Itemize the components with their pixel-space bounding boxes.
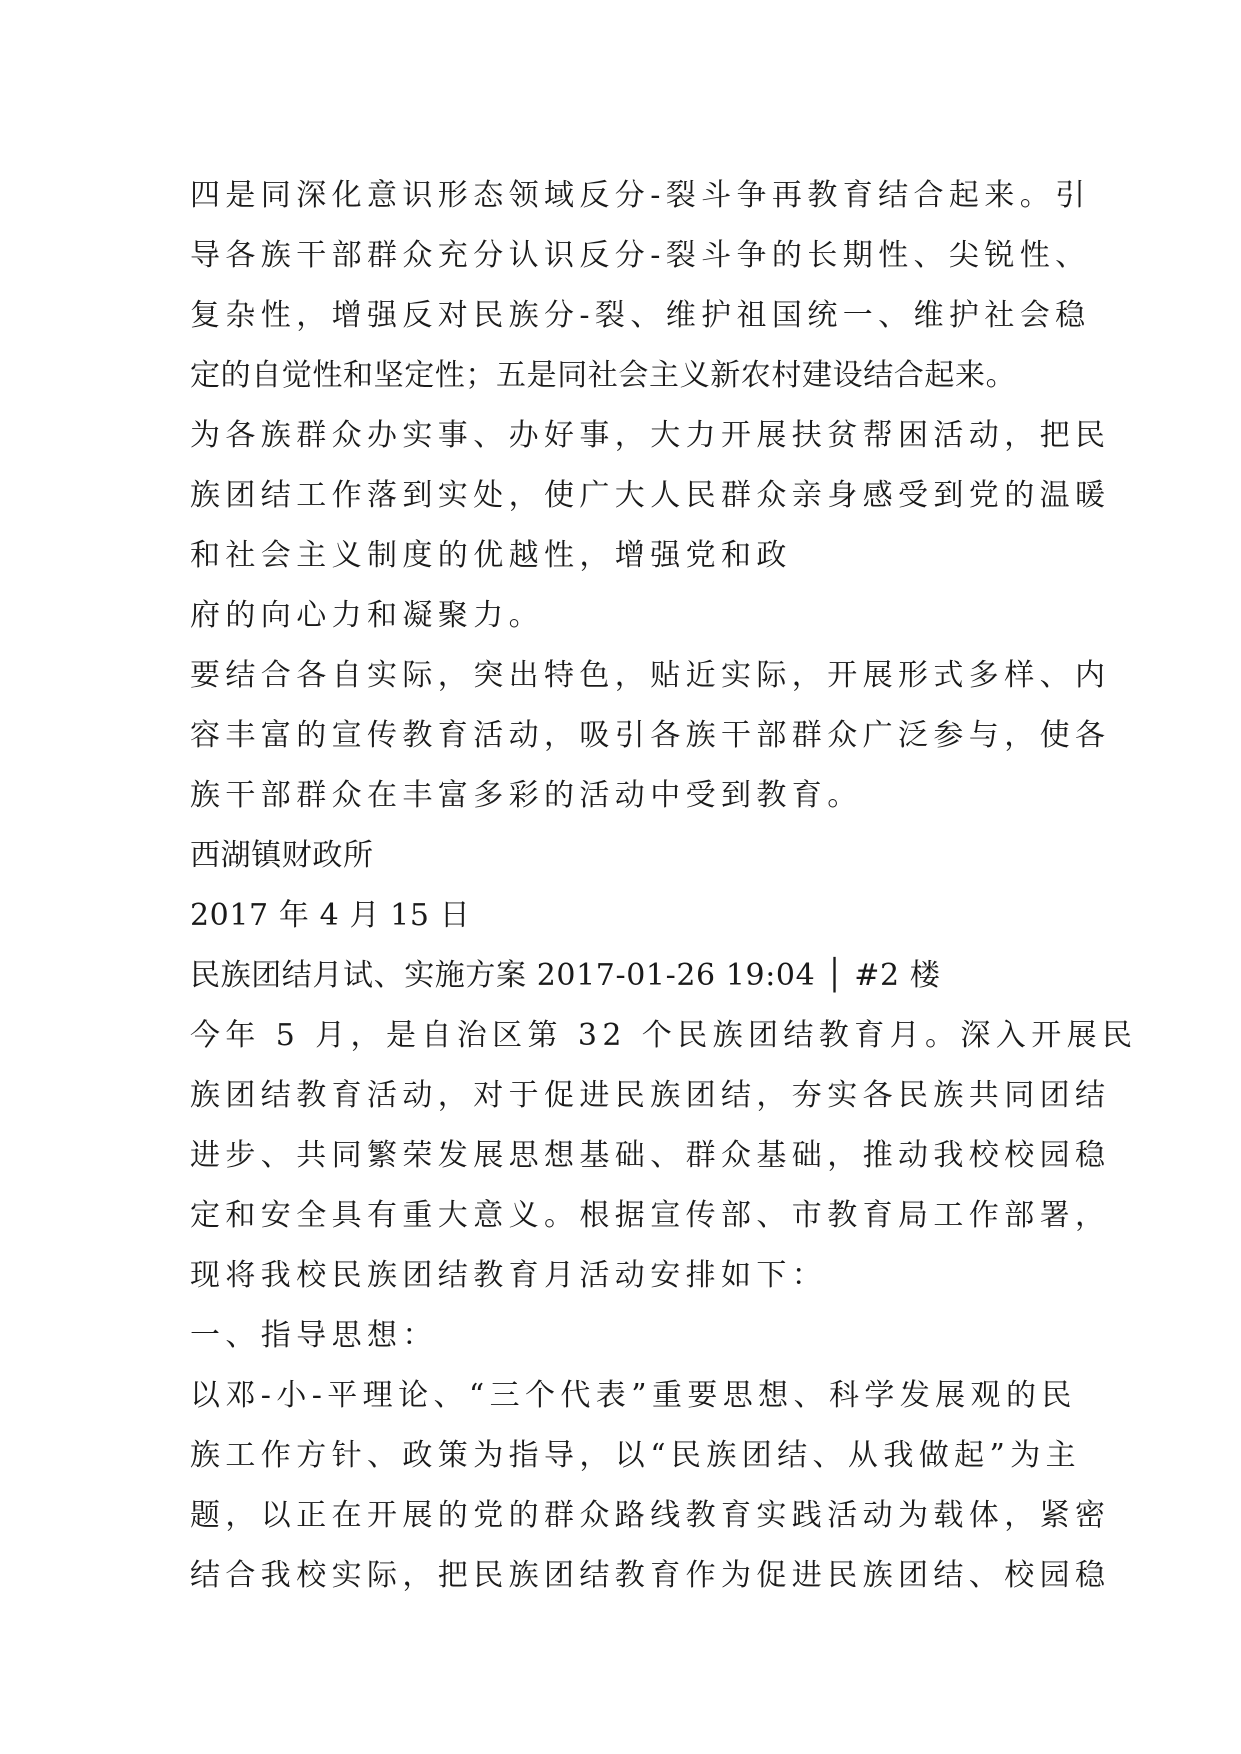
- paragraph-line: 定和安全具有重大意义。根据宣传部、市教育局工作部署，: [190, 1198, 1111, 1233]
- paragraph-line: 定的自觉性和坚定性；五是同社会主义新农村建设结合起来。: [190, 358, 1017, 393]
- paragraph-line: 族工作方针、政策为指导，以“民族团结、从我做起”为主: [190, 1438, 1082, 1473]
- paragraph-line: 以邓-小-平理论、“三个代表”重要思想、科学发展观的民: [190, 1378, 1077, 1413]
- paragraph-line: 今年 5 月，是自治区第 32 个民族团结教育月。深入开展民: [190, 1018, 1138, 1053]
- paragraph-line: 府的向心力和凝聚力。: [190, 598, 544, 633]
- signature-organization: 西湖镇财政所: [190, 838, 374, 873]
- document-body: [190, 166, 1138, 1606]
- paragraph-line: 要结合各自实际，突出特色，贴近实际，开展形式多样、内: [190, 658, 1111, 693]
- paragraph-line: 导各族干部群众充分认识反分-裂斗争的长期性、尖锐性、: [190, 238, 1091, 273]
- paragraph-line: 为各族群众办实事、办好事，大力开展扶贫帮困活动，把民: [190, 418, 1111, 453]
- paragraph-line: 四是同深化意识形态领域反分-裂斗争再教育结合起来。引: [190, 178, 1091, 213]
- signature-date: 2017 年 4 月 15 日: [190, 898, 471, 933]
- paragraph-line: 复杂性，增强反对民族分-裂、维护祖国统一、维护社会稳: [190, 298, 1091, 333]
- paragraph-line: 族团结教育活动，对于促进民族团结，夯实各民族共同团结: [190, 1078, 1111, 1113]
- paragraph-line: 结合我校实际，把民族团结教育作为促进民族团结、校园稳: [190, 1558, 1111, 1593]
- post-header: 民族团结月试、实施方案 2017-01-26 19:04 │ #2 楼: [190, 958, 941, 993]
- paragraph-line: 进步、共同繁荣发展思想基础、群众基础，推动我校校园稳: [190, 1138, 1111, 1173]
- paragraph-line: 族干部群众在丰富多彩的活动中受到教育。: [190, 778, 863, 813]
- paragraph-line: 和社会主义制度的优越性，增强党和政: [190, 538, 792, 573]
- paragraph-line: 族团结工作落到实处，使广大人民群众亲身感受到党的温暖: [190, 478, 1111, 513]
- paragraph-line: 现将我校民族团结教育月活动安排如下：: [190, 1258, 828, 1293]
- paragraph-line: 题，以正在开展的党的群众路线教育实践活动为载体，紧密: [190, 1498, 1111, 1533]
- section-heading: 一、指导思想：: [190, 1318, 438, 1353]
- paragraph-line: 容丰富的宣传教育活动，吸引各族干部群众广泛参与，使各: [190, 718, 1111, 753]
